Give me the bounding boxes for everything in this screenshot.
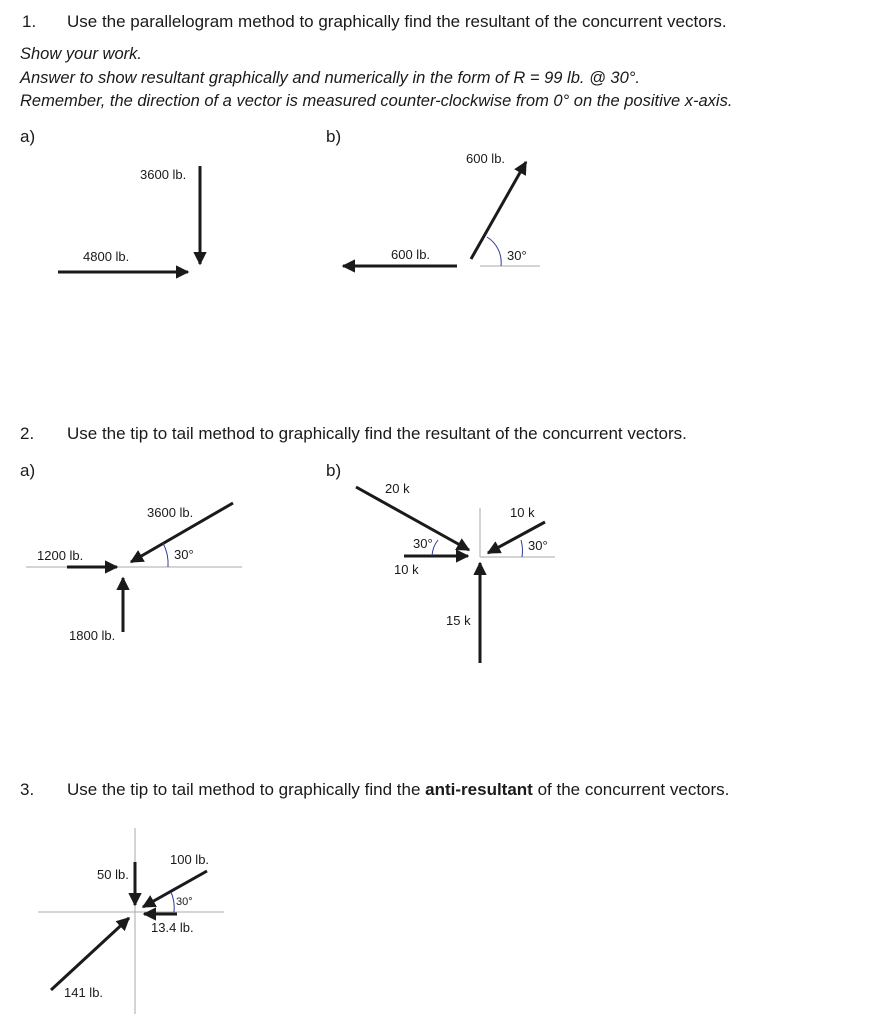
q2a-angle-label: 30° [174,547,194,562]
q3-label-13-4: 13.4 lb. [151,920,194,935]
q3-arrow-141 [51,918,129,990]
q1-show-work: Show your work. [20,45,142,63]
q2b-angle-label-right: 30° [528,538,548,553]
q1b-label-600-angled: 600 lb. [466,151,506,166]
q1-part-b-label: b) [326,127,342,146]
q1-answer-format: Answer to show resultant graphically and numerically in the form of R = 99 lb. @ 30°. [20,69,640,87]
q1b-label-600-left: 600 lb. [391,247,431,262]
q2-part-b-label: b) [326,461,342,480]
q1b-angle-arc [487,237,501,266]
q2b-angle-label-left: 30° [413,536,433,551]
q2b-angle-arc-right [521,540,522,557]
q3-number: 3. [20,780,35,799]
q3-label-141: 141 lb. [64,985,104,1000]
q2a-angle-arc [163,543,168,567]
q1-part-a-label: a) [20,127,36,146]
q2b-angle-arc-left [432,540,438,556]
q2a-label-1800: 1800 lb. [69,628,116,643]
q3-instruction: Use the tip to tail method to graphically find the anti-resultant of the concurrent vectors. [67,780,730,799]
q1a-label-4800: 4800 lb. [83,249,130,264]
q3-label-50: 50 lb. [97,867,129,882]
q3-anti-resultant-emphasis: anti-resultant [425,780,533,799]
q1-instruction: Use the parallelogram method to graphically find the resultant of the concurrent vectors. [67,12,727,31]
q3-angle-arc [171,892,174,912]
q1a-label-3600: 3600 lb. [140,167,187,182]
q1b-arrow-600-angled [471,162,526,259]
q2-number: 2. [20,424,35,443]
q2-instruction: Use the tip to tail method to graphically find the resultant of the concurrent vectors. [67,424,687,443]
q1-number: 1. [22,12,37,31]
q3-label-100: 100 lb. [170,852,210,867]
q2b-label-10k-horizontal: 10 k [394,562,419,577]
q2-part-a-label: a) [20,461,36,480]
q2b-label-20k: 20 k [385,481,410,496]
q3-arrow-100 [143,871,207,907]
q2a-label-1200: 1200 lb. [37,548,84,563]
q2a-label-3600: 3600 lb. [147,505,194,520]
q1b-angle-label: 30° [507,248,527,263]
q2b-label-15k: 15 k [446,613,471,628]
q3-angle-label: 30° [176,896,193,908]
q2b-label-10k-angled: 10 k [510,505,535,520]
q1-direction-note: Remember, the direction of a vector is measured counter-clockwise from 0° on the positive x-axis. [20,92,733,110]
